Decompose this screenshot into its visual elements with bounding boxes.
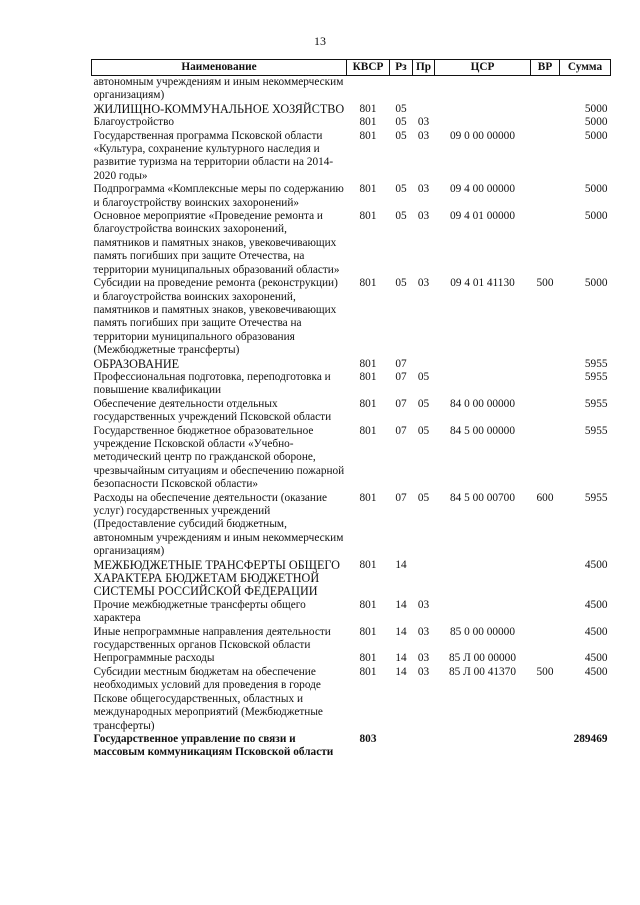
cell-vr: 500	[536, 665, 554, 678]
table-row	[92, 599, 611, 626]
cell-vr: 600	[536, 491, 554, 504]
cell-sum: 4500	[584, 558, 608, 571]
cell-pr: 03	[417, 598, 430, 611]
cell-kvsr: 801	[359, 652, 377, 665]
cell-pr: 03	[417, 625, 430, 638]
table-row	[92, 425, 611, 492]
cell-pr: 05	[417, 397, 430, 410]
cell-pr	[413, 358, 435, 371]
cell-kvsr: 801	[359, 625, 377, 638]
cell-vr	[531, 398, 560, 425]
cell-csr	[435, 76, 531, 103]
table-row	[92, 76, 611, 103]
page-number: 13	[314, 34, 326, 48]
cell-kvsr: 801	[359, 183, 377, 196]
cell-kvsr: 801	[359, 129, 377, 142]
cell-name: Основное мероприятие «Проведение ремонта и благоустройства воинских захоронений, памятников и памятных знаков, увековечивающих память погибших при защите Отечества, на территории муниципальных образований области»	[93, 210, 340, 276]
header-kvsr: КВСР	[347, 60, 390, 76]
table-row	[92, 358, 611, 371]
table-body	[92, 76, 611, 760]
budget-table	[91, 59, 611, 760]
cell-pr: 03	[417, 129, 430, 142]
cell-pr	[413, 76, 435, 103]
cell-pr: 05	[417, 370, 430, 383]
cell-vr	[531, 599, 560, 626]
cell-rz: 07	[395, 370, 407, 383]
table-row	[92, 183, 611, 210]
table-row	[92, 559, 611, 599]
cell-name: Государственное управление по связи и массовым коммуникациям Псковской области	[93, 732, 334, 759]
cell-rz	[390, 733, 413, 760]
cell-kvsr: 801	[359, 598, 377, 611]
cell-csr	[435, 103, 531, 116]
header-pr: Пр	[413, 60, 435, 76]
cell-rz: 07	[395, 491, 407, 504]
table-row	[92, 371, 611, 398]
cell-name: Субсидии местным бюджетам на обеспечение необходимых условий для проведения в городе Пскове общегосударственных, областных и международных мероприятий (Межбюджетные трансферты)	[93, 665, 323, 732]
cell-kvsr: 801	[359, 277, 377, 290]
cell-csr: 09 0 00 00000	[450, 129, 515, 142]
table-row	[92, 103, 611, 116]
cell-csr	[435, 371, 531, 398]
cell-kvsr: 801	[359, 102, 377, 115]
cell-kvsr: 801	[359, 397, 377, 410]
cell-name: Субсидии на проведение ремонта (реконструкции) и благоустройства воинских захоронений, памятников и памятных знаков, увековечивающих память погибших при защите Отечества на территории муниципального образования (Межбюджетные трансферты)	[93, 277, 338, 357]
cell-vr: 500	[536, 277, 554, 290]
cell-rz: 07	[395, 357, 407, 370]
table-row	[92, 116, 611, 129]
cell-rz	[390, 76, 413, 103]
table-row	[92, 398, 611, 425]
cell-vr	[531, 559, 560, 599]
cell-pr: 03	[417, 652, 430, 665]
cell-vr	[531, 733, 560, 760]
cell-name: Профессиональная подготовка, переподготовка и повышение квалификации	[93, 370, 331, 397]
cell-sum: 5000	[584, 210, 608, 223]
cell-rz: 05	[395, 210, 407, 223]
table-row	[92, 210, 611, 277]
cell-sum: 5000	[584, 102, 608, 115]
cell-rz: 05	[395, 116, 407, 129]
cell-name: Непрограммные расходы	[93, 652, 215, 665]
cell-kvsr: 801	[359, 210, 377, 223]
cell-kvsr: 801	[359, 491, 377, 504]
cell-csr	[435, 733, 531, 760]
cell-rz: 14	[395, 625, 407, 638]
cell-name: Прочие межбюджетные трансферты общего характера	[93, 598, 306, 625]
cell-csr	[435, 559, 531, 599]
cell-sum: 5000	[584, 277, 608, 290]
cell-name: Расходы на обеспечение деятельности (оказание услуг) государственных учреждений (Предоставление субсидий бюджетным, автономным учреждениям и иным некоммерческим организациям)	[93, 491, 344, 558]
cell-rz: 07	[395, 397, 407, 410]
cell-csr: 09 4 00 00000	[450, 183, 515, 196]
cell-vr	[531, 358, 560, 371]
cell-sum: 5955	[584, 424, 608, 437]
cell-pr: 05	[417, 491, 430, 504]
cell-vr	[531, 130, 560, 184]
cell-sum: 5000	[584, 183, 608, 196]
cell-vr	[531, 103, 560, 116]
cell-sum: 4500	[584, 665, 608, 678]
cell-vr	[531, 210, 560, 277]
header-sum: Сумма	[560, 60, 611, 76]
cell-csr: 84 5 00 00700	[450, 491, 515, 504]
cell-sum: 5955	[584, 357, 608, 370]
cell-csr: 09 4 01 00000	[450, 210, 515, 223]
cell-sum: 5000	[584, 129, 608, 142]
cell-kvsr: 803	[359, 732, 377, 745]
cell-kvsr: 801	[359, 116, 377, 129]
cell-sum	[560, 76, 611, 103]
cell-rz: 14	[395, 598, 407, 611]
cell-csr	[435, 116, 531, 129]
table-row	[92, 666, 611, 733]
cell-rz: 14	[395, 665, 407, 678]
cell-pr: 03	[417, 210, 430, 223]
header-csr: ЦСР	[435, 60, 531, 76]
cell-vr	[531, 371, 560, 398]
cell-rz: 05	[395, 102, 407, 115]
header-name: Наименование	[92, 60, 347, 76]
cell-pr	[413, 559, 435, 599]
table-row	[92, 492, 611, 559]
cell-sum: 4500	[584, 598, 608, 611]
table-row	[92, 626, 611, 653]
cell-name: Иные непрограммные направления деятельности государственных органов Псковской области	[93, 625, 331, 652]
cell-pr: 03	[417, 277, 430, 290]
table-row	[92, 652, 611, 665]
cell-vr	[531, 425, 560, 492]
cell-csr: 85 Л 00 00000	[449, 652, 516, 665]
cell-pr: 05	[417, 424, 430, 437]
cell-rz: 14	[395, 652, 407, 665]
cell-sum: 5955	[584, 370, 608, 383]
cell-sum: 5955	[584, 491, 608, 504]
cell-sum: 5000	[584, 116, 608, 129]
table-row	[92, 733, 611, 760]
cell-csr	[435, 358, 531, 371]
cell-csr: 85 Л 00 41370	[449, 665, 516, 678]
cell-kvsr: 801	[359, 370, 377, 383]
cell-csr: 84 0 00 00000	[450, 397, 515, 410]
cell-csr: 85 0 00 00000	[450, 625, 515, 638]
cell-sum: 5955	[584, 397, 608, 410]
cell-name: ЖИЛИЩНО-КОММУНАЛЬНОЕ ХОЗЯЙСТВО	[93, 101, 345, 116]
cell-name: Подпрограмма «Комплексные меры по содержанию и благоустройству воинских захоронений»	[93, 183, 344, 209]
header-vr: ВР	[531, 60, 560, 76]
cell-vr	[531, 76, 560, 103]
cell-sum: 4500	[584, 652, 608, 665]
cell-vr	[531, 626, 560, 653]
header-rz: Рз	[390, 60, 413, 76]
cell-pr: 03	[417, 183, 430, 196]
cell-name: МЕЖБЮДЖЕТНЫЕ ТРАНСФЕРТЫ ОБЩЕГО ХАРАКТЕРА БЮДЖЕТАМ БЮДЖЕТНОЙ СИСТЕМЫ РОССИЙСКОЙ ФЕДЕРАЦИИ	[93, 557, 340, 599]
table-header-row	[92, 60, 611, 76]
cell-vr	[531, 116, 560, 129]
cell-pr: 03	[417, 116, 430, 129]
table-row	[92, 277, 611, 357]
cell-rz: 07	[395, 424, 407, 437]
cell-pr	[413, 103, 435, 116]
cell-vr	[531, 183, 560, 210]
cell-rz: 05	[395, 183, 407, 196]
cell-rz: 05	[395, 129, 407, 142]
cell-vr	[531, 652, 560, 665]
cell-csr: 09 4 01 41130	[450, 277, 515, 290]
cell-sum: 289469	[573, 732, 608, 745]
cell-name: Государственная программа Псковской области «Культура, сохранение культурного наследия и развитие туризма на территории области на 2014-2020 годы»	[93, 129, 334, 182]
cell-name: Обеспечение деятельности отдельных государственных учреждений Псковской области	[93, 397, 332, 424]
cell-rz: 05	[395, 277, 407, 290]
cell-csr	[435, 599, 531, 626]
cell-kvsr: 801	[359, 357, 377, 370]
cell-kvsr: 801	[359, 424, 377, 437]
cell-rz: 14	[395, 558, 407, 571]
cell-name: ОБРАЗОВАНИЕ	[93, 356, 180, 371]
cell-sum: 4500	[584, 625, 608, 638]
cell-name: Благоустройство	[93, 116, 174, 129]
cell-name: Государственное бюджетное образовательное учреждение Псковской области «Учебно-методический центр по гражданской обороне, чрезвычайным ситуациям и обеспечению пожарной безопасности Псковской области»	[93, 424, 345, 491]
cell-kvsr: 801	[359, 558, 377, 571]
table-row	[92, 130, 611, 184]
cell-name: автономным учреждениям и иным некоммерческим организациям)	[93, 76, 344, 102]
cell-kvsr: 801	[359, 665, 377, 678]
cell-csr: 84 5 00 00000	[450, 424, 515, 437]
cell-pr	[413, 733, 435, 760]
cell-kvsr	[347, 76, 390, 103]
cell-pr: 03	[417, 665, 430, 678]
